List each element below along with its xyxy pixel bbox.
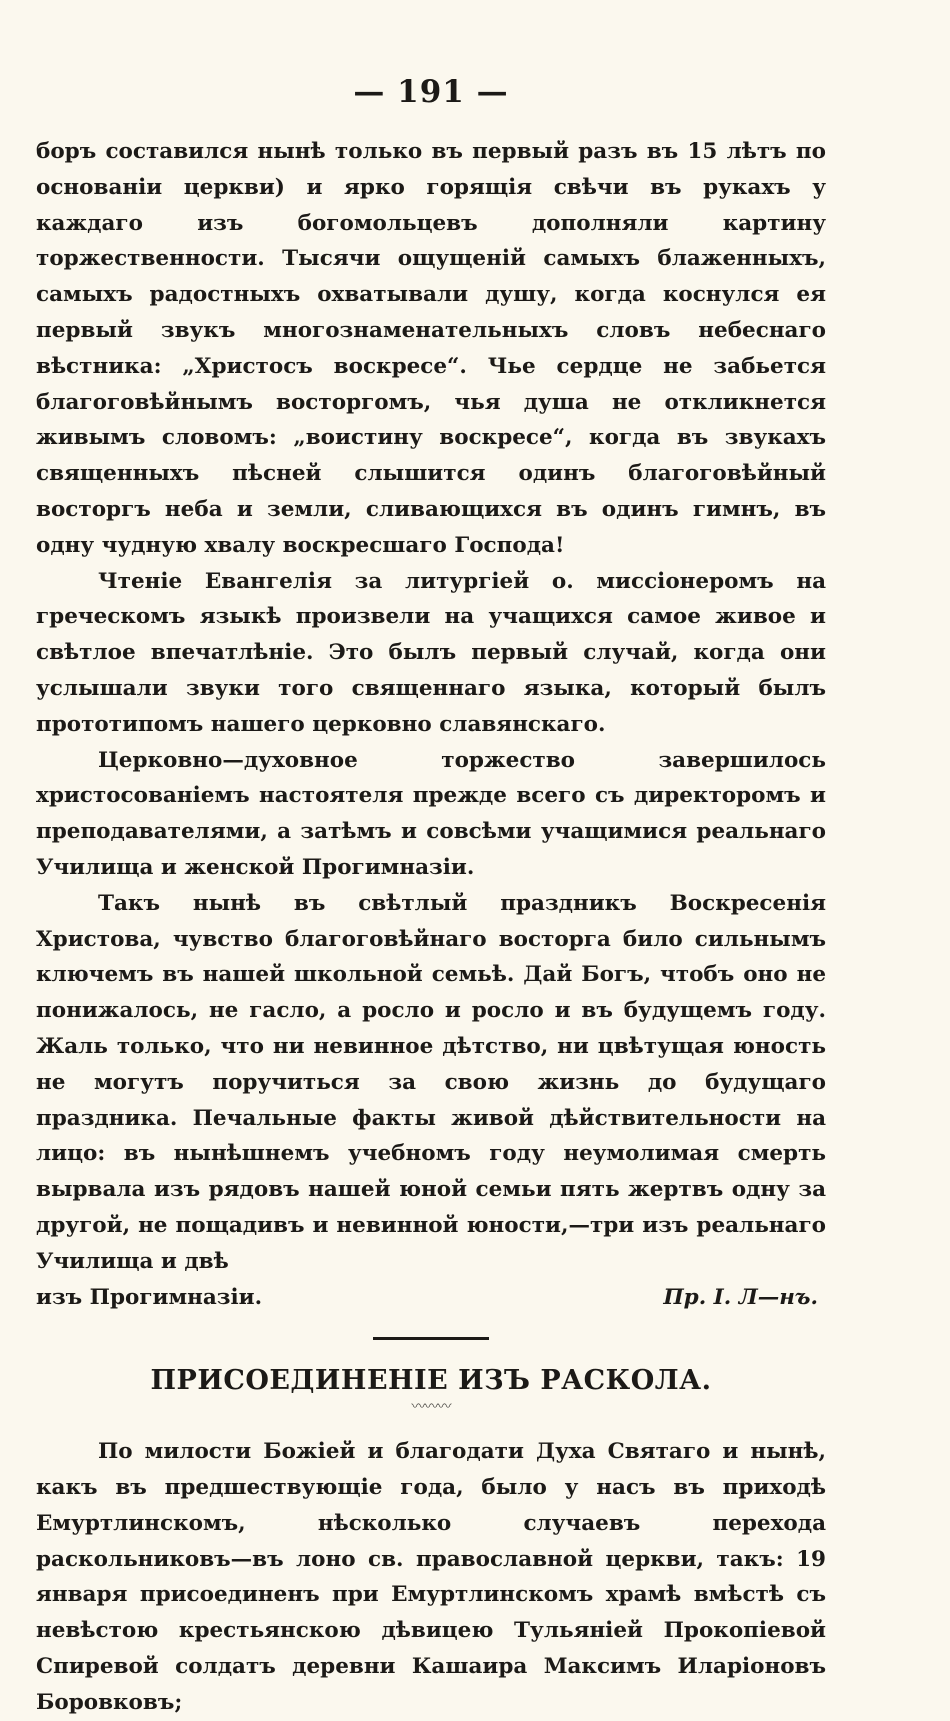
article-body-2 xyxy=(36,1434,826,1720)
author-signature: Пр. I. Л—нъ. xyxy=(663,1284,818,1310)
paragraph: Чтеніе Евангелія за литургіей о. миссіонеромъ на греческомъ языкѣ произвели на учащихся самое живое и свѣтлое впечатлѣніе. Это былъ первый случай, когда они услышали звуки того священнаго языка, который былъ прототипомъ нашего церковно славянскаго. xyxy=(36,568,826,737)
section-heading: ПРИСОЕДИНЕНІЕ ИЗЪ РАСКОЛА. xyxy=(150,1365,712,1397)
signature-line xyxy=(36,1280,826,1316)
article-body xyxy=(36,134,826,1315)
section-divider xyxy=(373,1337,489,1340)
paragraph: Церковно—духовное торжество завершилось христосованіемъ настоятеля прежде всего съ директоромъ и преподавателями, а затѣмъ и совсѣми учащимися реальнаго Училища и женской Прогимназіи. xyxy=(36,747,826,880)
page-number: — 191 — xyxy=(353,74,509,110)
wave-ornament-icon: 〰〰〰 xyxy=(411,1399,451,1416)
paragraph: Такъ нынѣ въ свѣтлый праздникъ Воскресенія Христова, чувство благоговѣйнаго восторга било сильнымъ ключемъ въ нашей школьной семьѣ. Дай Богъ, чтобъ оно не понижалось, не гасло, а росло и росло и въ будущемъ году. Жаль только, что ни невинное дѣтство, ни цвѣтущая юность не могутъ поручиться за свою жизнь до будущаго праздника. Печальные факты живой дѣйствительности на лицо: въ нынѣшнемъ учебномъ году неумолимая смерть вырвала изъ рядовъ нашей юной семьи пять жертвъ одну за другой, не пощадивъ и невинной юности,—три изъ реальнаго Училища и двѣ xyxy=(36,890,826,1274)
document-page xyxy=(36,70,826,1721)
paragraph: По милости Божіей и благодати Духа Святаго и нынѣ, какъ въ предшествующіе года, было у насъ въ приходѣ Емуртлинскомъ, нѣсколько случаевъ перехода раскольниковъ—въ лоно св. православной церкви, такъ: 19 января присоединенъ при Емуртлинскомъ храмѣ вмѣстѣ съ невѣстою крестьянскою дѣвицею Тульяніей Прокопіевой Спиревой солдатъ деревни Кашаира Максимъ Иларіоновъ Боровковъ; xyxy=(36,1439,826,1715)
closing-text: изъ Прогимназіи. xyxy=(36,1284,263,1310)
paragraph-continued: боръ составился нынѣ только въ первый разъ въ 15 лѣтъ по основаніи церкви) и ярко горящія свѣчи въ рукахъ у каждаго изъ богомольцевъ дополняли картину торжественности. Тысячи ощущеній самыхъ блаженныхъ, самыхъ радостныхъ охватывали душу, когда коснулся ея первый звукъ многознаменательныхъ словъ небеснаго вѣстника: „Христосъ воскресе“. Чье сердце не забьется благоговѣйнымъ восторгомъ, чья душа не откликнется живымъ словомъ: „воистину воскресе“, когда въ звукахъ священныхъ пѣсней слышится одинъ благоговѣйный восторгъ неба и земли, сливающихся въ одинъ гимнъ, въ одну чудную хвалу воскресшаго Господа! xyxy=(36,139,826,558)
